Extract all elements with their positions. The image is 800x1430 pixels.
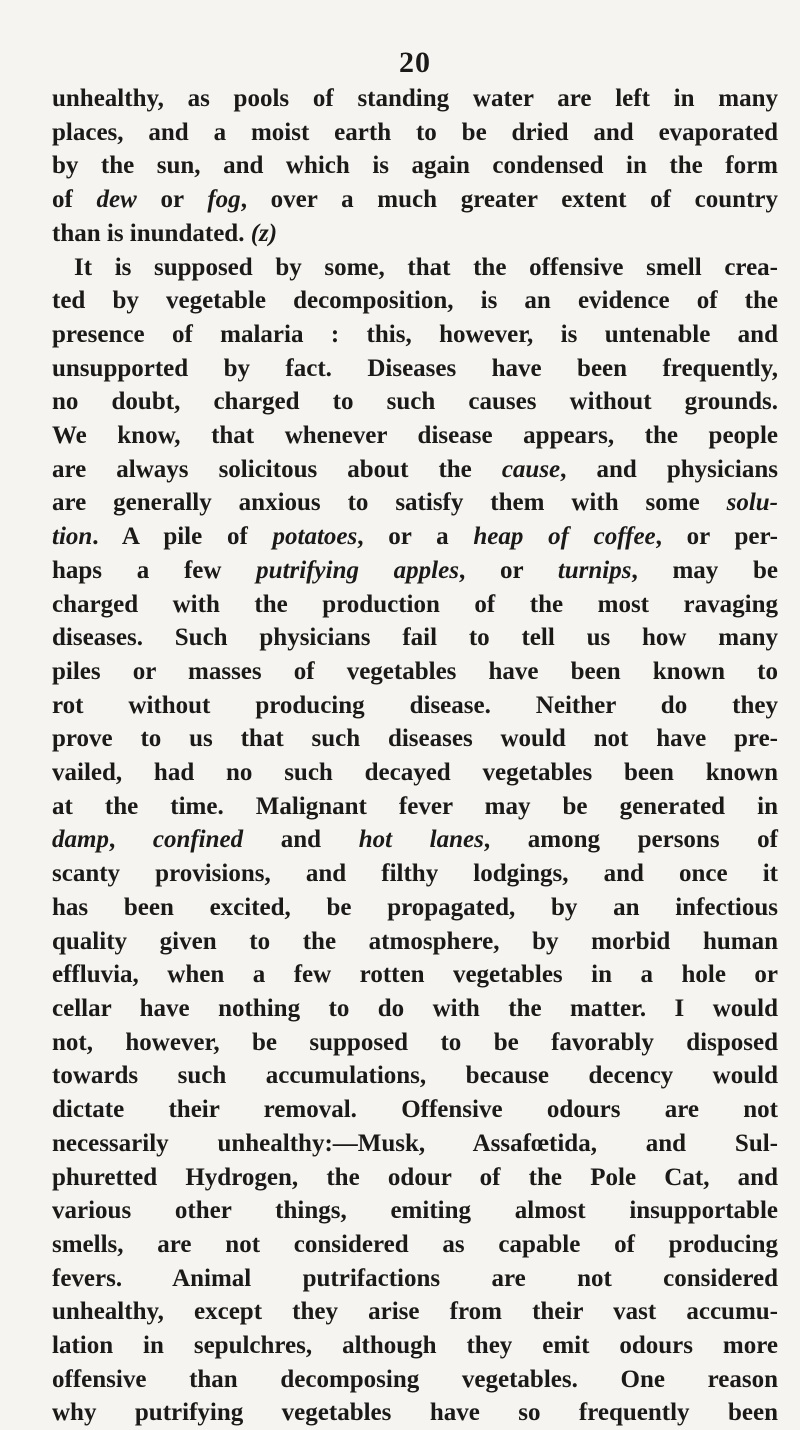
text-segment: unhealthy, as pools of standing water are left in many (52, 85, 778, 112)
text-line (52, 1026, 778, 1060)
text-line (52, 1295, 778, 1329)
text-line (52, 486, 778, 520)
text-line (52, 217, 778, 251)
text-line (52, 689, 778, 723)
text-line (52, 251, 778, 285)
text-segment: offensive than decomposing vegetables. One reason (52, 1365, 778, 1393)
text-segment: piles or masses of vegetables have been known to (52, 657, 778, 685)
italic-text: confined (152, 826, 244, 854)
text-line (52, 385, 778, 419)
text-line (52, 520, 778, 554)
page-number: 20 (399, 46, 431, 79)
text-line (52, 1161, 778, 1195)
text-line (52, 655, 778, 689)
italic-text: solu- (726, 489, 778, 517)
text-segment: lation in sepulchres, although they emit odours more (52, 1332, 778, 1360)
text-line (52, 958, 778, 992)
text-segment: effluvia, when a few rotten vegetables in a hole or (52, 961, 778, 989)
text-line (52, 1228, 778, 1262)
text-segment: not, however, be supposed to be favorably disposed (52, 1028, 778, 1056)
text-line (52, 1127, 778, 1161)
text-segment: has been excited, be propagated, by an infectious (52, 893, 778, 921)
text-line (52, 1262, 778, 1296)
text-segment: , may be (631, 556, 778, 584)
italic-text: tion (52, 523, 93, 551)
text-segment: are always solicitous about the (52, 455, 502, 483)
text-line (52, 554, 778, 588)
text-segment: vailed, had no such decayed vegetables been known (52, 759, 778, 787)
text-line (52, 419, 778, 453)
text-segment: or (136, 186, 208, 214)
text-segment: necessarily unhealthy:—Musk, Assafœtida, and Sul- (52, 1129, 778, 1157)
text-segment: smells, are not considered as capable of producing (52, 1230, 778, 1258)
text-segment: towards such accumulations, because decency would (52, 1062, 778, 1090)
text-segment: phuretted Hydrogen, the odour of the Pole Cat, and (52, 1163, 778, 1191)
text-segment: rot without producing disease. Neither do they (52, 691, 778, 719)
text-segment: , among persons of (483, 826, 779, 854)
text-segment: diseases. Such physicians fail to tell us how many (52, 624, 778, 652)
text-segment: , (108, 826, 153, 854)
text-segment: , or per- (655, 523, 779, 551)
text-segment: It is supposed by some, that the offensive smell crea- (74, 253, 778, 281)
text-segment: by the sun, and which is again condensed in the form (52, 152, 778, 180)
body-text (52, 82, 778, 1430)
text-segment: charged with the production of the most ravaging (52, 590, 778, 618)
text-line (52, 992, 778, 1026)
text-line (52, 183, 778, 217)
text-line (52, 621, 778, 655)
text-line (52, 756, 778, 790)
text-line (52, 1329, 778, 1363)
text-segment: , and physicians (560, 455, 778, 483)
text-segment: of (52, 186, 97, 214)
text-segment: places, and a moist earth to be dried and evaporated (52, 118, 778, 146)
text-segment: at the time. Malignant fever may be generated in (52, 792, 778, 820)
italic-text: damp (52, 826, 109, 854)
text-segment: dictate their removal. Offensive odours are not (52, 1096, 778, 1124)
text-segment: unsupported by fact. Diseases have been frequently, (52, 354, 778, 382)
text-segment: various other things, emiting almost insupportable (52, 1197, 778, 1225)
text-line (52, 116, 778, 150)
text-segment: are generally anxious to satisfy them with some (52, 489, 727, 517)
text-line (52, 284, 778, 318)
italic-text: cause (501, 455, 561, 483)
text-line (52, 891, 778, 925)
text-segment: and (243, 826, 359, 854)
text-line (52, 1396, 778, 1430)
text-line (52, 925, 778, 959)
italic-text: turnips (557, 556, 632, 584)
text-line (52, 453, 778, 487)
text-line (52, 352, 778, 386)
text-segment: , or (458, 556, 558, 584)
text-line (52, 857, 778, 891)
text-line (52, 149, 778, 183)
text-segment: why putrifying vegetables have so frequently been (52, 1399, 778, 1427)
italic-text: (z) (250, 219, 278, 247)
text-segment: , over a much greater extent of country (240, 186, 778, 214)
text-segment: quality given to the atmosphere, by morbid human (52, 927, 778, 955)
text-segment: prove to us that such diseases would not have pre- (52, 725, 778, 753)
italic-text: potatoes (272, 523, 358, 551)
text-line (52, 722, 778, 756)
text-segment: no doubt, charged to such causes without grounds. (52, 388, 778, 416)
text-line (52, 82, 778, 116)
text-segment: cellar have nothing to do with the matter. I would (52, 994, 778, 1022)
text-segment: ted by vegetable decomposition, is an evidence of the (52, 287, 778, 315)
italic-text: fog (207, 186, 241, 214)
text-segment: presence of malaria : this, however, is untenable and (52, 320, 778, 348)
text-line (52, 318, 778, 352)
text-segment: unhealthy, except they arise from their vast accumu- (52, 1298, 778, 1326)
text-segment: . A pile of (92, 523, 273, 551)
italic-text: heap of coffee (473, 523, 656, 551)
text-line (52, 1194, 778, 1228)
text-segment: We know, that whenever disease appears, the people (52, 422, 778, 450)
italic-text: dew (96, 186, 137, 214)
text-line (52, 790, 778, 824)
text-line (52, 1363, 778, 1397)
italic-text: putrifying apples (256, 556, 459, 584)
text-segment: scanty provisions, and filthy lodgings, and once it (52, 860, 778, 888)
text-segment: fevers. Animal putrifactions are not considered (52, 1264, 778, 1292)
text-segment: haps a few (52, 556, 257, 584)
text-line (52, 588, 778, 622)
text-line (52, 1059, 778, 1093)
text-segment: , or a (357, 523, 474, 551)
text-segment: than is inundated. (52, 219, 251, 247)
text-line (52, 1093, 778, 1127)
italic-text: hot lanes (358, 826, 484, 854)
text-line (52, 823, 778, 857)
